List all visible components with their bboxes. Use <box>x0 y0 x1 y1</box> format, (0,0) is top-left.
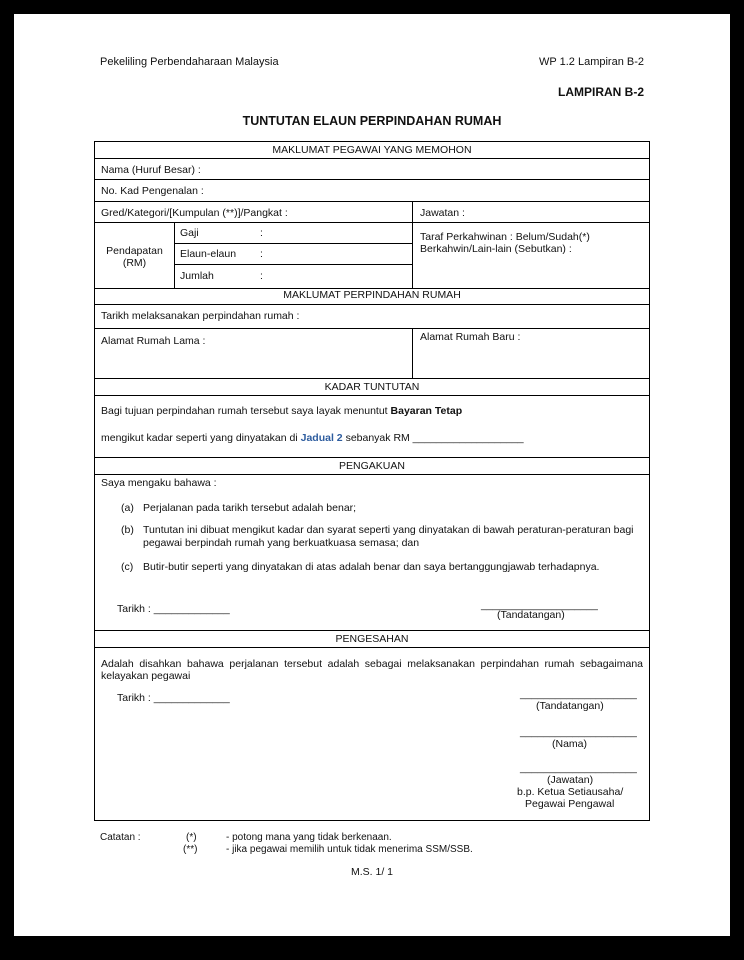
item-text: Perjalanan pada tarikh tersebut adalah benar; <box>143 502 357 514</box>
divider <box>95 457 649 458</box>
column-divider <box>412 201 413 288</box>
item-label: (a) <box>121 502 134 514</box>
section-heading-pegawai: MAKLUMAT PEGAWAI YANG MEMOHON <box>272 144 472 156</box>
divider <box>95 378 649 379</box>
bp-line-2: Pegawai Pengawal <box>525 798 615 810</box>
divider <box>95 304 649 305</box>
section-heading-perpindahan: MAKLUMAT PERPINDAHAN RUMAH <box>283 289 461 301</box>
column-divider <box>412 328 413 378</box>
jawatan-field[interactable]: Jawatan : <box>420 207 465 219</box>
divider <box>95 179 649 180</box>
jawatan-label: (Jawatan) <box>547 774 594 786</box>
gaji-label: Gaji <box>180 227 199 239</box>
divider <box>95 222 649 223</box>
divider <box>174 243 412 244</box>
item-text: Butir-butir seperti yang dinyatakan di atas adalah benar dan saya bertanggungjawab terhadapnya. <box>143 561 600 573</box>
pengesahan-text: Adalah disahkan bahawa perjalanan tersebut adalah sebagai melaksanakan perpindahan rumah sebagaimana kelayakan pegawai <box>101 658 643 682</box>
item-text: Tuntutan ini dibuat mengikut kadar dan syarat seperti yang dinyatakan di bawah peraturan-peraturan bagi <box>143 524 634 536</box>
note-text: - potong mana yang tidak berkenaan. <box>226 832 392 843</box>
pendapatan-unit: (RM) <box>122 257 147 269</box>
elaun-label: Elaun-elaun <box>180 248 237 260</box>
alamat-baru-field[interactable]: Alamat Rumah Baru : <box>420 331 521 343</box>
divider <box>95 328 649 329</box>
divider <box>95 395 649 396</box>
gaji-field[interactable]: : <box>260 227 263 239</box>
jadual-2-link[interactable]: Jadual 2 <box>300 432 343 444</box>
item-text-cont: pegawai berpindah rumah yang berkuatkuasa semasa; dan <box>143 537 420 549</box>
jumlah-field[interactable]: : <box>260 270 263 282</box>
section-heading-pengakuan: PENGAKUAN <box>339 460 405 472</box>
form-title: TUNTUTAN ELAUN PERPINDAHAN RUMAH <box>242 114 502 128</box>
nama-label: (Nama) <box>552 738 588 750</box>
nama-field[interactable]: Nama (Huruf Besar) : <box>101 164 201 176</box>
jawatan-line[interactable]: ____________________ <box>520 762 637 774</box>
kadar-line-2 <box>101 432 524 444</box>
tarikh-pengesahan-field[interactable]: Tarikh : _____________ <box>117 692 230 704</box>
note-mark: (**) <box>183 844 198 855</box>
taraf-perkahwinan-field[interactable]: Taraf Perkahwinan : Belum/Sudah(*) <box>420 231 590 243</box>
pendapatan-label: Pendapatan <box>106 245 163 257</box>
divider <box>95 201 649 202</box>
section-heading-pengesahan: PENGESAHAN <box>335 633 409 645</box>
tarikh-pengakuan-field[interactable]: Tarikh : _____________ <box>117 603 230 615</box>
nama-line[interactable]: ____________________ <box>520 726 637 738</box>
taraf-perkahwinan-other[interactable]: Berkahwin/Lain-lain (Sebutkan) : <box>420 243 572 255</box>
column-divider <box>174 222 175 288</box>
signature-line[interactable]: ____________________ <box>520 688 637 700</box>
kad-pengenalan-field[interactable]: No. Kad Pengenalan : <box>101 185 204 197</box>
divider <box>174 264 412 265</box>
gred-field[interactable]: Gred/Kategori/[Kumpulan (**)]/Pangkat : <box>101 207 288 219</box>
catatan-label: Catatan : <box>100 832 141 843</box>
tandatangan-label: (Tandatangan) <box>497 609 565 621</box>
kadar-line-1 <box>101 405 462 417</box>
page-number: M.S. 1/ 1 <box>350 866 393 878</box>
kadar-text: Bagi tujuan perpindahan rumah tersebut saya layak menuntut <box>101 405 391 417</box>
divider <box>95 647 649 648</box>
item-label: (c) <box>121 561 134 573</box>
section-heading-kadar: KADAR TUNTUTAN <box>324 381 420 393</box>
kadar-text: mengikut kadar seperti yang dinyatakan di <box>101 432 301 444</box>
form-frame <box>94 141 650 821</box>
header-left: Pekeliling Perbendaharaan Malaysia <box>100 56 279 68</box>
tandatangan-label: (Tandatangan) <box>536 700 604 712</box>
signature-line[interactable]: ____________________ <box>481 599 598 611</box>
lampiran-label: LAMPIRAN B-2 <box>558 85 644 99</box>
bp-line-1: b.p. Ketua Setiausaha/ <box>517 786 624 798</box>
elaun-field[interactable]: : <box>260 248 263 260</box>
item-label: (b) <box>121 524 134 536</box>
pengakuan-intro: Saya mengaku bahawa : <box>101 477 217 489</box>
header-right: WP 1.2 Lampiran B-2 <box>539 56 644 68</box>
document-page <box>14 14 730 936</box>
divider <box>95 158 649 159</box>
note-text: - jika pegawai memilih untuk tidak menerima SSM/SSB. <box>226 844 473 855</box>
amount-field[interactable]: sebanyak RM ___________________ <box>342 432 524 444</box>
alamat-lama-field[interactable]: Alamat Rumah Lama : <box>101 335 206 347</box>
divider <box>95 630 649 631</box>
note-mark: (*) <box>186 832 197 843</box>
bayaran-tetap: Bayaran Tetap <box>390 405 463 417</box>
jumlah-label: Jumlah <box>180 270 214 282</box>
divider <box>95 474 649 475</box>
tarikh-perpindahan-field[interactable]: Tarikh melaksanakan perpindahan rumah : <box>101 310 300 322</box>
